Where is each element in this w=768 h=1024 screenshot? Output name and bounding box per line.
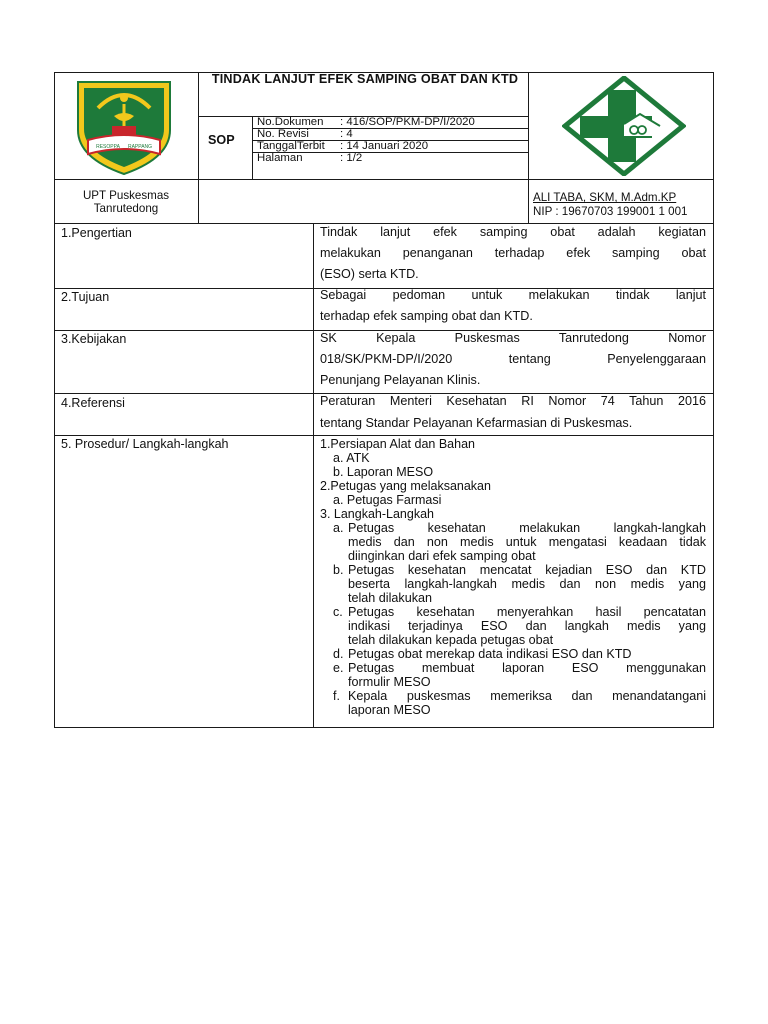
step-f-line-2: laporan MESO bbox=[348, 703, 431, 717]
step-a-line-2: medis dan non medis untuk mengatasi keadaan tidak bbox=[348, 535, 706, 549]
step-a-line-3: diinginkan dari efek samping obat bbox=[348, 549, 536, 563]
step-a-line-1: Petugas kesehatan melakukan langkah-langkah bbox=[348, 521, 706, 535]
referensi-line-2: tentang Standar Pelayanan Kefarmasian di Puskesmas. bbox=[320, 416, 633, 430]
step-e-line-1: Petugas membuat laporan ESO menggunakan bbox=[348, 661, 706, 675]
meta-value-no-dokumen: : 416/SOP/PKM-DP/I/2020 bbox=[340, 116, 475, 128]
step-f-line-1: Kepala puskesmas memeriksa dan menandatangani bbox=[348, 689, 706, 703]
institution-line-2: Tanrutedong bbox=[93, 202, 159, 215]
meta-label-tanggal-terbit: TanggalTerbit bbox=[257, 140, 325, 152]
kebijakan-line-2: 018/SK/PKM-DP/I/2020 tentang Penyelenggaraan bbox=[320, 352, 706, 366]
signer-nip: NIP : 19670703 199001 1 001 bbox=[533, 205, 688, 218]
procedure-section-1: 1.Persiapan Alat dan Bahan bbox=[320, 437, 475, 451]
document-title: TINDAK LANJUT EFEK SAMPING OBAT DAN KTD bbox=[211, 72, 519, 86]
row-label-referensi: 4.Referensi bbox=[61, 396, 125, 410]
procedure-section-1-item-a: a. ATK bbox=[333, 451, 370, 465]
crest-ribbon-left-text: RESOPPA bbox=[96, 144, 120, 150]
step-b-letter: b. bbox=[333, 563, 344, 577]
institution-line-1: UPT Puskesmas bbox=[82, 189, 170, 202]
step-c-line-1: Petugas kesehatan menyerahkan hasil pencatatan bbox=[348, 605, 706, 619]
regency-crest-logo bbox=[68, 74, 180, 176]
step-e-line-2: formulir MESO bbox=[348, 675, 431, 689]
puskesmas-logo bbox=[562, 76, 686, 176]
row-label-tujuan: 2.Tujuan bbox=[61, 290, 110, 304]
meta-label-halaman: Halaman bbox=[257, 152, 303, 164]
pengertian-line-2: melakukan penanganan terhadap efek samping obat bbox=[320, 246, 706, 260]
meta-label-no-revisi: No. Revisi bbox=[257, 128, 309, 140]
meta-value-no-revisi: : 4 bbox=[340, 128, 353, 140]
tujuan-line-2: terhadap efek samping obat dan KTD. bbox=[320, 309, 533, 323]
step-d-line-1: Petugas obat merekap data indikasi ESO dan KTD bbox=[348, 647, 632, 661]
tujuan-line-1: Sebagai pedoman untuk melakukan tindak lanjut bbox=[320, 288, 706, 302]
step-c-line-3: telah dilakukan kepada petugas obat bbox=[348, 633, 554, 647]
signer-name: ALI TABA, SKM, M.Adm.KP bbox=[533, 191, 677, 204]
sop-label: SOP bbox=[208, 133, 235, 147]
meta-value-halaman: : 1/2 bbox=[340, 152, 363, 164]
row-label-pengertian: 1.Pengertian bbox=[61, 226, 132, 240]
pengertian-line-3: (ESO) serta KTD. bbox=[320, 267, 419, 281]
step-f-letter: f. bbox=[333, 689, 340, 703]
crest-ribbon-right-text: RAPPANG bbox=[127, 144, 153, 150]
procedure-section-3: 3. Langkah-Langkah bbox=[320, 507, 434, 521]
step-e-letter: e. bbox=[333, 661, 344, 675]
step-c-letter: c. bbox=[333, 605, 343, 619]
procedure-section-1-item-b: b. Laporan MESO bbox=[333, 465, 434, 479]
referensi-line-1: Peraturan Menteri Kesehatan RI Nomor 74 Tahun 2016 bbox=[320, 394, 706, 408]
pengertian-line-1: Tindak lanjut efek samping obat adalah kegiatan bbox=[320, 225, 706, 239]
row-label-kebijakan: 3.Kebijakan bbox=[61, 332, 127, 346]
procedure-section-2: 2.Petugas yang melaksanakan bbox=[320, 479, 491, 493]
kebijakan-line-1: SK Kepala Puskesmas Tanrutedong Nomor bbox=[320, 331, 706, 345]
meta-value-tanggal-terbit: : 14 Januari 2020 bbox=[340, 140, 429, 152]
procedure-section-2-item-a: a. Petugas Farmasi bbox=[333, 493, 442, 507]
step-b-line-2: beserta langkah-langkah medis dan non medis yang bbox=[348, 577, 706, 591]
step-c-line-2: indikasi terjadinya ESO dan langkah medis yang bbox=[348, 619, 706, 633]
meta-label-no-dokumen: No.Dokumen bbox=[257, 116, 324, 128]
step-b-line-1: Petugas kesehatan mencatat kejadian ESO dan KTD bbox=[348, 563, 706, 577]
row-label-prosedur: 5. Prosedur/ Langkah-langkah bbox=[61, 437, 229, 451]
step-d-letter: d. bbox=[333, 647, 344, 661]
step-a-letter: a. bbox=[333, 521, 344, 535]
kebijakan-line-3: Penunjang Pelayanan Klinis. bbox=[320, 373, 481, 387]
step-b-line-3: telah dilakukan bbox=[348, 591, 433, 605]
